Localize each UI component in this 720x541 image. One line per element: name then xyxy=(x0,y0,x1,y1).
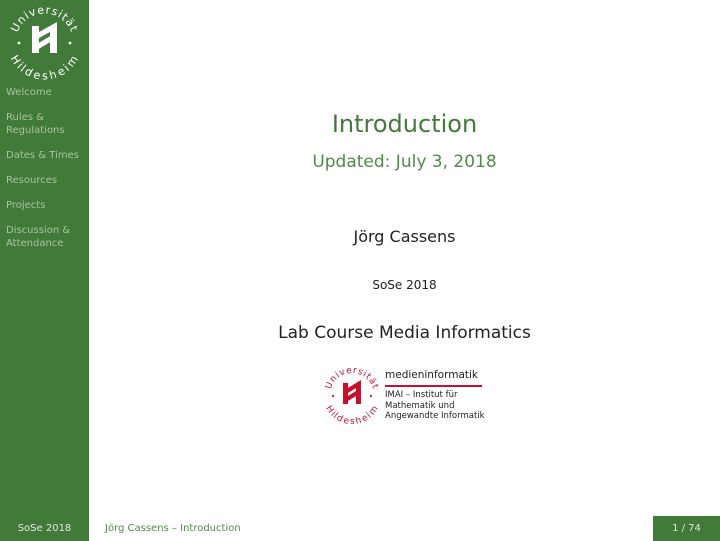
sidebar xyxy=(0,0,89,541)
svg-text:Hildesheim: Hildesheim xyxy=(7,52,82,83)
institute-line-2: Mathematik und xyxy=(385,400,455,411)
sidebar-nav xyxy=(6,86,88,262)
sidebar-item-welcome[interactable]: Welcome xyxy=(6,87,52,98)
slide-author: Jörg Cassens xyxy=(353,227,456,246)
svg-text:Universität: Universität xyxy=(8,3,81,35)
institute-description xyxy=(385,390,495,422)
footer-page-number: 1 / 74 xyxy=(653,516,720,541)
slide-course: Lab Course Media Informatics xyxy=(278,323,531,343)
sidebar-item-resources[interactable]: Resources xyxy=(6,175,58,186)
slide-content xyxy=(89,0,720,516)
institute-line-1: IMAI – Institut für xyxy=(385,390,458,400)
footer xyxy=(0,516,720,541)
institute-divider xyxy=(385,385,482,387)
sidebar-item-projects[interactable]: Projects xyxy=(6,200,46,211)
svg-text:Hildesheim: Hildesheim xyxy=(323,404,381,426)
university-seal-icon xyxy=(323,364,381,426)
slide-subtitle: Updated: July 3, 2018 xyxy=(312,152,497,172)
sidebar-item-rules-regulations[interactable]: Rules & Regulations xyxy=(6,112,65,136)
slide-date: SoSe 2018 xyxy=(372,278,437,292)
sidebar-item-discussion-attendance[interactable]: Discussion & Attendance xyxy=(6,225,71,249)
footer-term: SoSe 2018 xyxy=(0,516,89,541)
university-seal-icon xyxy=(4,2,85,83)
svg-text:Universität: Universität xyxy=(323,365,381,391)
sidebar-item-dates-times[interactable]: Dates & Times xyxy=(6,150,79,161)
institute-line-3: Angewandte Informatik xyxy=(385,411,485,421)
institute-name: medieninformatik xyxy=(385,369,478,381)
footer-author-title: Jörg Cassens – Introduction xyxy=(105,523,241,534)
slide-title: Introduction xyxy=(331,110,478,138)
institute-logo-block xyxy=(323,364,493,428)
